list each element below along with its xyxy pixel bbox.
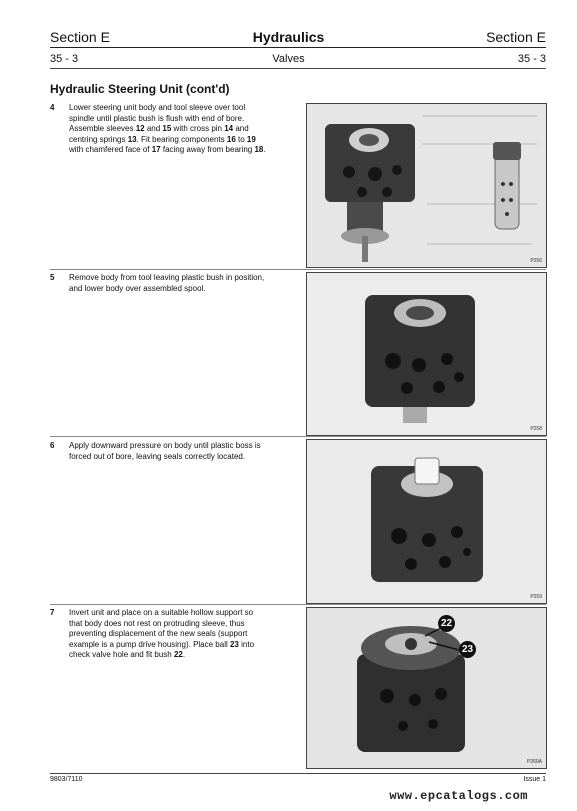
- section-label-right: Section E: [486, 29, 546, 45]
- step-text: [69, 608, 291, 661]
- watermark: www.epcatalogs.com: [389, 789, 528, 803]
- subheader-rule: [50, 68, 546, 69]
- step-line: that body does not rest on protruding sleeve, thus: [69, 618, 245, 628]
- section-label-left: Section E: [50, 29, 110, 45]
- step-line: forced out of bore, leaving seals correctly located.: [69, 451, 246, 461]
- step-divider: [50, 269, 546, 270]
- step-line: centring springs 13. Fit bearing components 16 to 19: [69, 134, 256, 144]
- steering-unit-photo: [307, 273, 546, 435]
- steering-unit-photo: [307, 440, 546, 603]
- step-line: Lower steering unit body and tool sleeve over tool: [69, 103, 246, 112]
- step-line: preventing displacement of the new seals (support: [69, 629, 248, 638]
- page-number-right: 35 - 3: [517, 53, 546, 65]
- step-line: check valve hole and fit bush 22.: [69, 650, 186, 659]
- step-line: spindle until plastic bush is flush with end of bore.: [69, 113, 245, 123]
- step-line: example is a pump drive housing). Place ball 23 into: [69, 639, 255, 649]
- step-line: Assemble sleeves 12 and 15 with cross pin 14 and: [69, 124, 249, 133]
- step-photo: [306, 103, 547, 268]
- photo-reference: P260A: [526, 759, 542, 765]
- photo-reference: P256: [530, 258, 542, 264]
- step-photo: [306, 272, 547, 436]
- step-photo: [306, 439, 547, 604]
- photo-reference: P259: [530, 594, 542, 600]
- step-number: 7: [50, 608, 55, 617]
- step-number: 5: [50, 273, 55, 282]
- step-line: and lower body over assembled spool.: [69, 283, 206, 293]
- step-line: Invert unit and place on a suitable hollow support so: [69, 608, 254, 617]
- step-text: [69, 273, 291, 294]
- step-number: 6: [50, 441, 55, 450]
- document-number: 9803/7110: [50, 776, 83, 783]
- header-rule: [50, 47, 546, 48]
- step-divider: [50, 436, 546, 437]
- section-title: Hydraulic Steering Unit (cont'd): [50, 82, 230, 96]
- step-photo: [306, 607, 547, 769]
- step-line: Remove body from tool leaving plastic bush in position,: [69, 273, 265, 282]
- footer-rule: [50, 773, 546, 774]
- step-divider: [50, 604, 546, 605]
- steering-unit-photo: [307, 104, 546, 267]
- step-text: [69, 441, 291, 462]
- page-number-left: 35 - 3: [50, 53, 79, 65]
- page-title: Hydraulics: [252, 29, 325, 45]
- steering-unit-photo: [307, 608, 546, 768]
- photo-reference: P258: [530, 426, 542, 432]
- step-number: 4: [50, 103, 55, 112]
- step-line: with chamfered face of 17 facing away from bearing 18.: [69, 145, 266, 154]
- page-subtitle: Valves: [272, 53, 305, 65]
- step-line: Apply downward pressure on body until plastic boss is: [69, 441, 261, 450]
- issue-label: Issue 1: [523, 776, 546, 783]
- callout-22: 22: [438, 615, 455, 632]
- step-text: [69, 103, 291, 156]
- callout-23: 23: [459, 641, 476, 658]
